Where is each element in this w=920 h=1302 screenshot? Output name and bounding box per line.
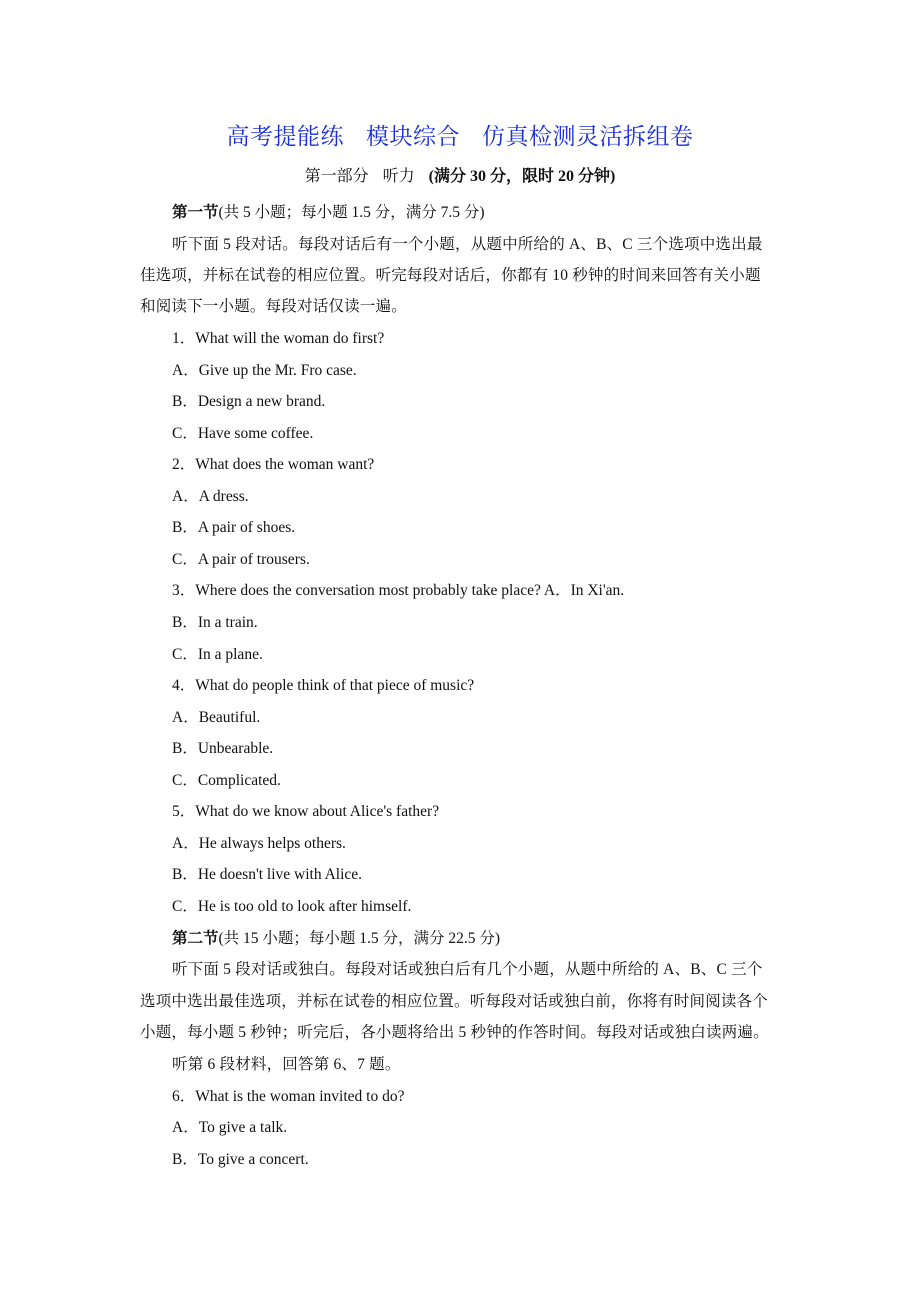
- question-stem: 5．What do we know about Alice's father?: [172, 803, 440, 820]
- question-stem: 1．What will the woman do first?: [172, 330, 385, 347]
- section1-instruction-line: 和阅读下一小题。每段对话仅读一遍。: [140, 298, 407, 315]
- question-option: A．Give up the Mr. Fro case.: [172, 362, 357, 379]
- part-header: [0, 163, 920, 186]
- question-option: A．To give a talk.: [172, 1119, 288, 1136]
- title-part-c: 仿真检测灵活拆组卷: [482, 124, 694, 149]
- question-option: B．To give a concert.: [172, 1151, 309, 1168]
- question-option: B．He doesn't live with Alice.: [172, 866, 363, 883]
- section2-label: 第二节: [172, 930, 219, 947]
- section2-meta: (共 15 小题；每小题 1.5 分，满分 22.5 分): [218, 930, 501, 947]
- section2-heading: [172, 929, 500, 949]
- question-option: C．Complicated.: [172, 772, 281, 789]
- section1-instruction-line: 佳选项，并标在试卷的相应位置。听完每段对话后，你都有 10 秒钟的时间来回答有关小题: [140, 267, 761, 284]
- section2-instruction-line: 选项中选出最佳选项，并标在试卷的相应位置。听每段对话或独白前，你将有时间阅读各个: [140, 993, 769, 1010]
- part-section: 听力: [382, 168, 415, 185]
- section2-instruction-line: 听下面 5 段对话或独白。每段对话或独白后有几个小题，从题中所给的 A、B、C 三个: [172, 961, 763, 978]
- question-option: A．A dress.: [172, 488, 249, 505]
- question-stem: 4．What do people think of that piece of music?: [172, 677, 475, 694]
- question-option: A．He always helps others.: [172, 835, 346, 852]
- question-option: B．Design a new brand.: [172, 393, 326, 410]
- title-part-b: 模块综合: [366, 124, 460, 149]
- question-stem: 6．What is the woman invited to do?: [172, 1088, 405, 1105]
- question-stem: 2．What does the woman want?: [172, 456, 375, 473]
- question-option: A．Beautiful.: [172, 709, 261, 726]
- section1-label: 第一节: [172, 204, 219, 221]
- section2-instruction-line: 小题，每小题 5 秒钟；听完后，各小题将给出 5 秒钟的作答时间。每段对话或独白读两遍。: [140, 1024, 769, 1041]
- title-part-a: 高考提能练: [226, 124, 344, 149]
- question-option: B．A pair of shoes.: [172, 519, 296, 536]
- section1-meta: (共 5 小题；每小题 1.5 分，满分 7.5 分): [218, 204, 485, 221]
- question-option: B．In a train.: [172, 614, 258, 631]
- question-option: C．Have some coffee.: [172, 425, 314, 442]
- page-title: [0, 118, 920, 151]
- question-option: C．A pair of trousers.: [172, 551, 310, 568]
- section1-instruction-line: 听下面 5 段对话。每段对话后有一个小题，从题中所给的 A、B、C 三个选项中选出最: [172, 236, 763, 253]
- question-option: C．In a plane.: [172, 646, 263, 663]
- section2-material-note: 听第 6 段材料，回答第 6、7 题。: [172, 1056, 401, 1073]
- question-option: B．Unbearable.: [172, 740, 274, 757]
- part-name: 第一部分: [304, 168, 369, 185]
- question-option: C．He is too old to look after himself.: [172, 898, 412, 915]
- section1-heading: [172, 203, 485, 223]
- part-meta: (满分 30 分，限时 20 分钟): [428, 168, 616, 185]
- question-stem: 3．Where does the conversation most probably take place? A．In Xi'an.: [172, 582, 625, 599]
